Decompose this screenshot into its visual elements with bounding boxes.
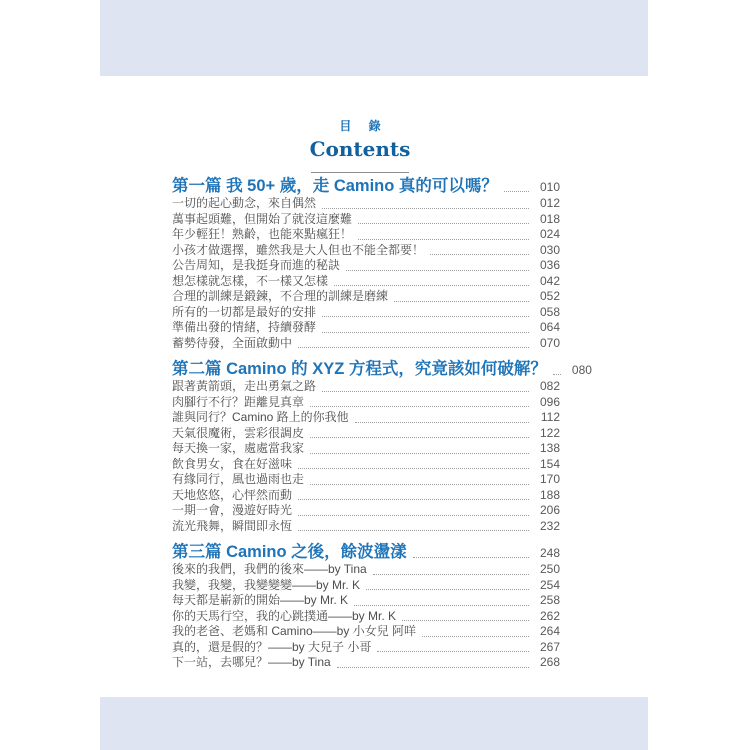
entry-title: 跟著黃箭頭，走出勇氣之路 [172, 379, 317, 393]
toc-entry-row [172, 578, 560, 594]
section-title: 第三篇 Camino 之後，餘波盪漾 [172, 543, 407, 561]
entry-title: 我變，我變，我變變變——by Mr. K [172, 577, 361, 592]
dot-leader [298, 468, 529, 469]
toc-entry-row [172, 624, 560, 640]
entry-page-number: 170 [539, 472, 560, 486]
entry-title: 準備出發的情緒，持續發酵 [172, 320, 317, 334]
entry-page-number: 012 [539, 196, 560, 210]
entry-title: 年少輕狂！熟齡，也能來點瘋狂！ [172, 227, 353, 241]
dot-leader [413, 557, 529, 558]
dot-leader [355, 422, 529, 423]
entry-page-number: 018 [539, 211, 560, 226]
entry-title: 公告周知，是我挺身而進的秘訣 [172, 258, 341, 272]
section-page-number: 080 [571, 362, 592, 377]
toc-title-chinese: 目 錄 [339, 119, 388, 133]
dot-leader [310, 484, 529, 485]
entry-page-number: 264 [539, 624, 560, 638]
toc-entry-row [172, 305, 560, 321]
dot-leader [373, 574, 529, 575]
entry-page-number: 122 [539, 425, 560, 440]
entry-page-number: 232 [539, 518, 560, 533]
dot-leader [322, 391, 529, 392]
entry-title: 一期一會，漫遊好時光 [172, 503, 293, 517]
entry-page-number: 024 [539, 227, 560, 241]
dot-leader [322, 316, 529, 317]
dot-leader [366, 589, 529, 590]
dot-leader [358, 223, 529, 224]
entry-title: 天氣很魔術，雲彩很調皮 [172, 425, 305, 440]
entry-page-number: 206 [539, 503, 560, 517]
toc-entry-row [172, 472, 560, 488]
section-page-number: 010 [539, 179, 560, 194]
entry-title: 蓄勢待發，全面啟動中 [172, 335, 293, 350]
entry-page-number: 042 [539, 273, 560, 288]
toc-entry-row [172, 441, 560, 457]
toc-entry-row [172, 395, 560, 411]
entry-title: 後來的我們，我們的後來——by Tina [172, 562, 367, 576]
toc-section-heading-row [172, 176, 560, 196]
toc-entry-row [172, 562, 560, 578]
toc-header [160, 117, 560, 173]
entry-title: 我的老爸、老媽和 Camino——by 小女兒 阿咩 [172, 624, 417, 638]
toc-section [172, 176, 560, 351]
dot-leader [298, 515, 529, 516]
toc-section [172, 542, 560, 671]
entry-title: 每天都是嶄新的開始——by Mr. K [172, 593, 349, 607]
dot-leader [310, 406, 529, 407]
entry-page-number: 188 [539, 487, 560, 502]
entry-page-number: 267 [539, 639, 560, 654]
dot-leader [430, 254, 529, 255]
toc-entry-row [172, 196, 560, 212]
dot-leader [298, 499, 529, 500]
dot-leader [377, 651, 529, 652]
entry-page-number: 052 [539, 289, 560, 303]
entry-page-number: 064 [539, 320, 560, 334]
entry-title: 誰與同行？Camino 路上的你我他 [172, 410, 349, 424]
toc-entry-row [172, 212, 560, 228]
section-title: 第一篇 我 50+ 歲，走 Camino 真的可以嗎？ [172, 177, 498, 195]
entry-page-number: 096 [539, 394, 560, 409]
toc-entry-row [172, 655, 560, 671]
dot-leader [334, 285, 529, 286]
dot-leader [504, 191, 529, 192]
toc-entry-row [172, 320, 560, 336]
toc-entry-row [172, 336, 560, 352]
dot-leader [322, 332, 529, 333]
entry-page-number: 254 [539, 577, 560, 592]
entry-page-number: 138 [539, 441, 560, 455]
entry-title: 一切的起心動念，來自偶然 [172, 196, 317, 210]
toc-entry-row [172, 503, 560, 519]
entry-title: 合理的訓練是鍛鍊，不合理的訓練是磨練 [172, 289, 389, 303]
entry-title: 所有的一切都是最好的安排 [172, 304, 317, 319]
entry-page-number: 112 [540, 410, 560, 424]
entry-title: 下一站，去哪兒？——by Tina [172, 655, 331, 669]
entry-title: 肉腳行不行？距離見真章 [172, 394, 305, 409]
entry-title: 每天換一家，處處當我家 [172, 441, 305, 455]
dot-leader [402, 620, 529, 621]
toc-entry-row [172, 243, 560, 259]
toc-section-heading-row [172, 359, 592, 379]
entry-title: 小孩才做選擇，雖然我是大人但也不能全都要！ [172, 242, 425, 257]
entry-page-number: 030 [539, 242, 560, 257]
dot-leader [358, 239, 529, 240]
toc-entry-row [172, 519, 560, 535]
entry-page-number: 082 [539, 379, 560, 393]
toc-entry-row [172, 274, 560, 290]
top-decoration-band [100, 0, 648, 76]
entry-page-number: 250 [539, 562, 560, 576]
entry-title: 天地悠悠，心怦然而動 [172, 487, 293, 502]
entry-page-number: 036 [539, 258, 560, 272]
entry-page-number: 262 [539, 608, 560, 623]
dot-leader [322, 208, 529, 209]
toc-entry-row [172, 640, 560, 656]
toc-entry-row [172, 289, 560, 305]
entry-page-number: 070 [539, 335, 560, 350]
entry-title: 飲食男女，食在好滋味 [172, 456, 293, 471]
entry-page-number: 154 [539, 456, 560, 471]
dot-leader [354, 605, 529, 606]
dot-leader [310, 437, 529, 438]
dot-leader [298, 347, 529, 348]
dot-leader [337, 667, 529, 668]
entry-page-number: 058 [539, 304, 560, 319]
dot-leader [422, 636, 529, 637]
entry-title: 你的天馬行空，我的心跳撲通——by Mr. K [172, 608, 397, 623]
entry-page-number: 268 [539, 655, 560, 669]
toc-entry-row [172, 609, 560, 625]
toc-entry-row [172, 227, 560, 243]
entry-title: 流光飛舞，瞬間即永恆 [172, 518, 293, 533]
dot-leader [346, 270, 529, 271]
entry-page-number: 258 [539, 593, 560, 607]
section-title: 第二篇 Camino 的 XYZ 方程式，究竟該如何破解？ [172, 360, 547, 378]
dot-leader [310, 453, 529, 454]
toc-entry-row [172, 457, 560, 473]
dot-leader [394, 301, 529, 302]
bottom-decoration-band [100, 697, 648, 750]
section-page-number: 248 [539, 545, 560, 560]
toc-section [172, 359, 592, 534]
toc-entry-row [172, 426, 560, 442]
toc-title-english: Contents [309, 137, 411, 161]
toc-entry-row [172, 410, 560, 426]
toc-list [172, 168, 592, 671]
toc-entry-row [172, 379, 560, 395]
toc-entry-row [172, 258, 560, 274]
dot-leader [298, 530, 529, 531]
toc-section-heading-row [172, 542, 560, 562]
dot-leader [553, 374, 561, 375]
entry-title: 有緣同行，風也過雨也走 [172, 472, 305, 486]
toc-entry-row [172, 488, 560, 504]
entry-title: 想怎樣就怎樣，不一樣又怎樣 [172, 273, 329, 288]
entry-title: 真的，還是假的？——by 大兒子 小哥 [172, 639, 372, 654]
toc-entry-row [172, 593, 560, 609]
entry-title: 萬事起頭難，但開始了就沒這麼難 [172, 211, 353, 226]
